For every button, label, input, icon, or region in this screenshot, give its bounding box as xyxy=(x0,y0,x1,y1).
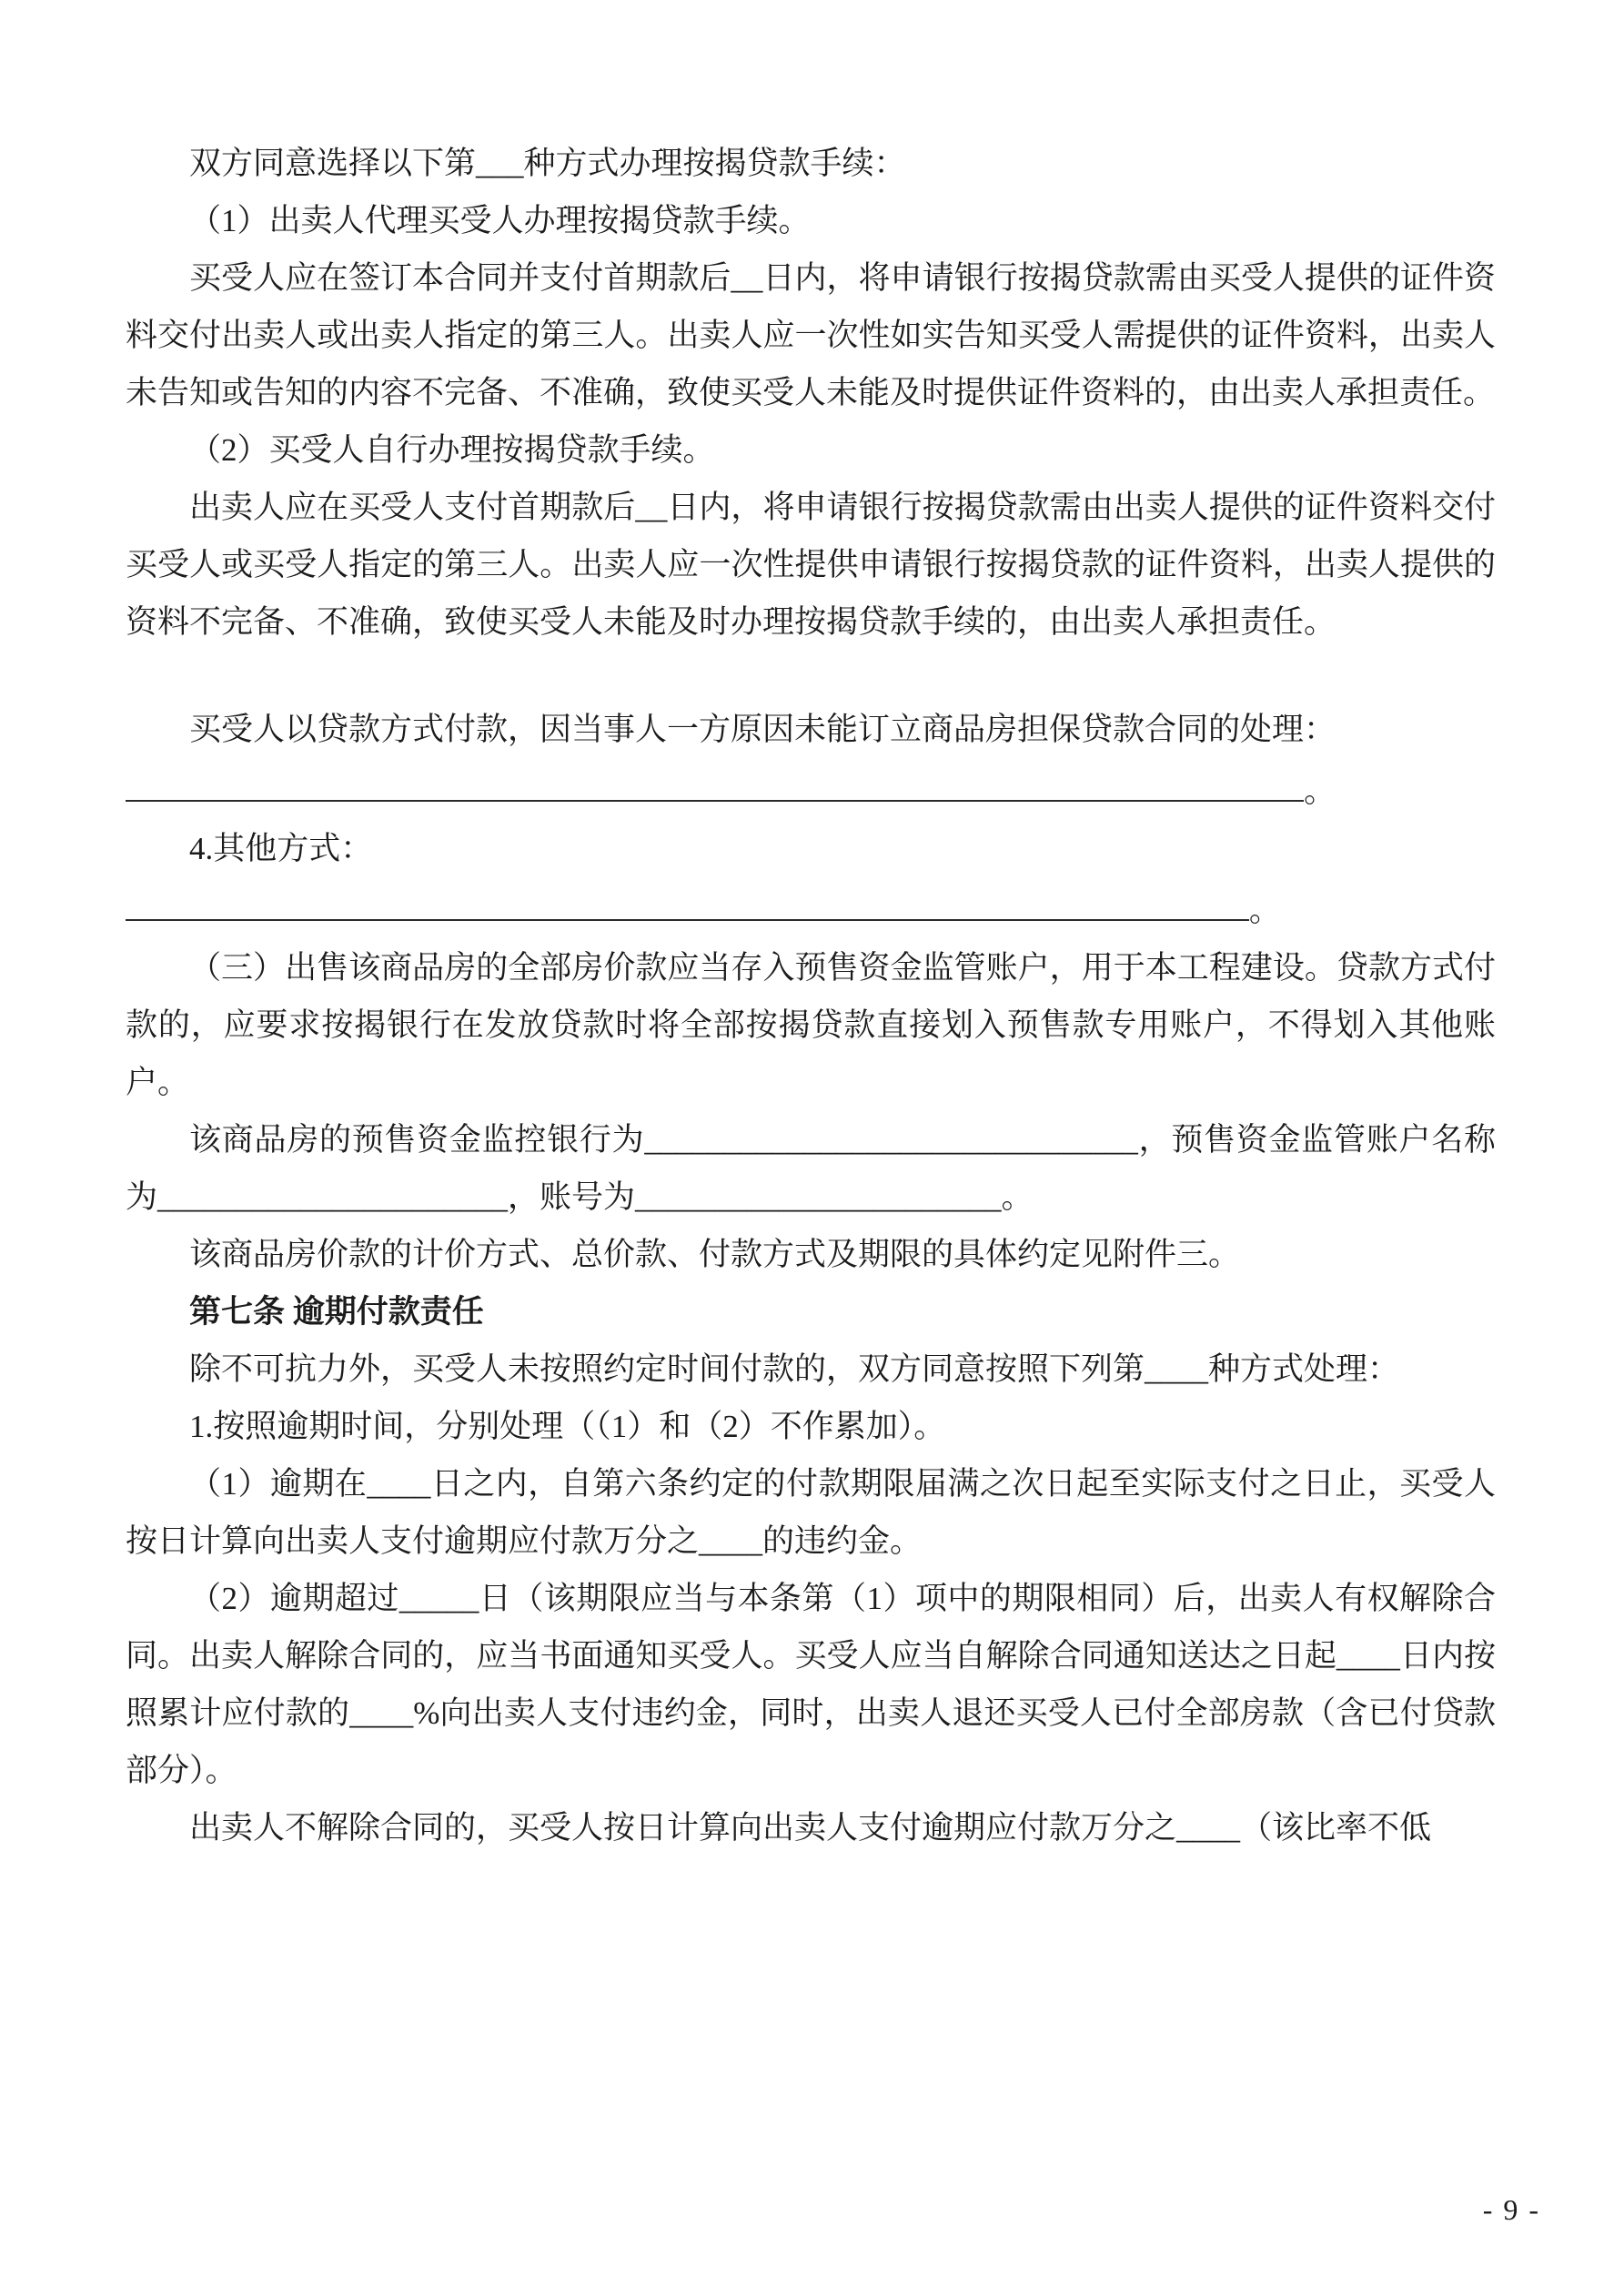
para-supervision-bank: 该商品房的预售资金监控银行为_______________________________，预售资金监管账户名称为______________________，账号为_______________________。 xyxy=(126,1122,1496,1215)
para-loan-contract-failure: 买受人以贷款方式付款，因当事人一方原因未能订立商品房担保贷款合同的处理： xyxy=(189,712,1337,747)
blank-underline-period: 。 xyxy=(1248,893,1281,928)
para-overdue-1-2: （2）逾期超过_____日（该期限应当与本条第（1）项中的期限相同）后，出卖人有权解除合同。出卖人解除合同的，应当书面通知买受人。买受人应当自解除合同通知送达之日起____日内按照累计应付款的____%向出卖人支付违约金，同时，出卖人退还买受人已付全部房款（含已付贷款部分）。 xyxy=(126,1581,1496,1788)
para-overdue-no-rescind: 出卖人不解除合同的，买受人按日计算向出卖人支付逾期应付款万分之____（该比率不低 xyxy=(189,1810,1432,1846)
blank-fill-line-2 xyxy=(126,877,1496,939)
blank-fill-line-1 xyxy=(126,758,1496,820)
para-option-1: （1）出卖人代理买受人办理按揭贷款手续。 xyxy=(189,203,811,238)
para-option-2: （2）买受人自行办理按揭贷款手续。 xyxy=(189,432,715,468)
blank-underline xyxy=(126,877,1249,921)
para-overdue-intro: 除不可抗力外，买受人未按照约定时间付款的，双方同意按照下列第____种方式处理： xyxy=(189,1351,1400,1387)
blank-underline xyxy=(126,758,1304,802)
para-price-appendix: 该商品房价款的计价方式、总价款、付款方式及期限的具体约定见附件三。 xyxy=(189,1237,1241,1272)
heading-article-7: 第七条 逾期付款责任 xyxy=(189,1294,484,1330)
para-other-method: 4.其他方式： xyxy=(189,831,373,866)
page-number: - 9 - xyxy=(1482,2193,1540,2226)
para-option-2-detail: 出卖人应在买受人支付首期款后__日内，将申请银行按揭贷款需由出卖人提供的证件资料交付买受人或买受人指定的第三人。出卖人应一次性提供申请银行按揭贷款的证件资料，出卖人提供的资料不完备、不准确，致使买受人未能及时办理按揭贷款手续的，由出卖人承担责任。 xyxy=(126,490,1496,640)
para-overdue-option-1: 1.按照逾期时间，分别处理（（1）和（2）不作累加）。 xyxy=(189,1409,946,1444)
para-section-3-escrow: （三）出售该商品房的全部房价款应当存入预售资金监管账户，用于本工程建设。贷款方式付款的，应要求按揭银行在发放贷款时将全部按揭贷款直接划入预售款专用账户，不得划入其他账户。 xyxy=(126,950,1496,1100)
para-mortgage-choice: 双方同意选择以下第___种方式办理按揭贷款手续： xyxy=(189,146,906,181)
blank-underline-period: 。 xyxy=(1304,774,1337,809)
document-body xyxy=(126,135,1496,1856)
para-option-1-detail: 买受人应在签订本合同并支付首期款后__日内，将申请银行按揭贷款需由买受人提供的证件资料交付出卖人或出卖人指定的第三人。出卖人应一次性如实告知买受人需提供的证件资料，出卖人未告知或告知的内容不完备、不准确，致使买受人未能及时提供证件资料的，由出卖人承担责任。 xyxy=(126,260,1496,410)
para-overdue-1-1: （1）逾期在____日之内，自第六条约定的付款期限届满之次日起至实际支付之日止，买受人按日计算向出卖人支付逾期应付款万分之____的违约金。 xyxy=(126,1466,1496,1559)
